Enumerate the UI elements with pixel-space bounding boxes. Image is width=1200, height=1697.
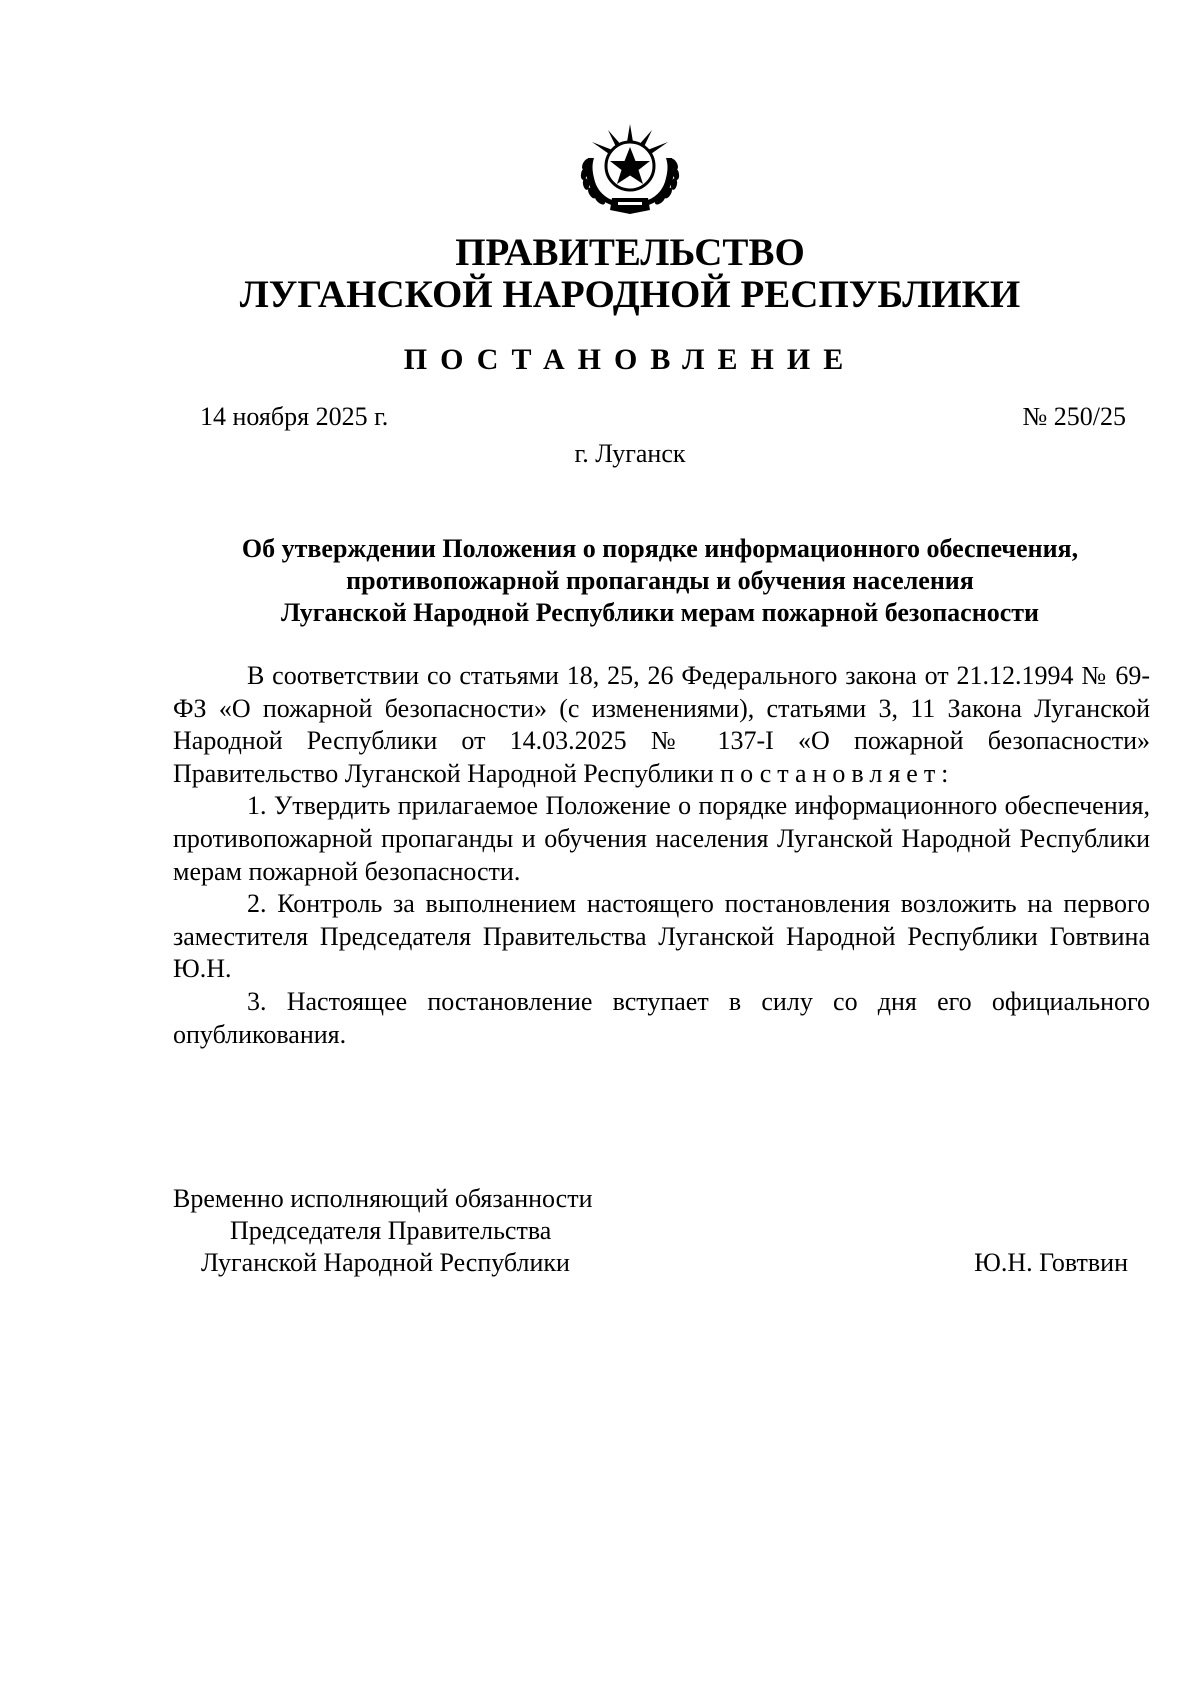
list-item: 2. Контроль за выполнением настоящего постановления возложить на первого заместителя Председателя Правительства Луганской Народной Республики Говтвина Ю.Н. bbox=[173, 889, 1150, 984]
subject-line: противопожарной пропаганды и обучения населения bbox=[346, 566, 974, 595]
signatory-position-line3: Луганской Народной Республики bbox=[201, 1248, 570, 1277]
preamble-paragraph bbox=[173, 660, 1150, 790]
government-name-line1: ПРАВИТЕЛЬСТВО bbox=[455, 231, 805, 274]
document-body bbox=[173, 660, 1150, 1051]
list-item: 1. Утвердить прилагаемое Положение о порядке информационного обеспечения, противопожарной пропаганды и обучения населения Луганской Народной Республики мерам пожарной безопасности. bbox=[173, 791, 1150, 886]
document-subject bbox=[170, 533, 1150, 629]
document-number: № 250/25 bbox=[1022, 402, 1126, 431]
document-city: г. Луганск bbox=[574, 439, 686, 468]
signatory-name: Ю.Н. Говтвин bbox=[974, 1248, 1128, 1277]
signatory-position-line2: Председателя Правительства bbox=[230, 1216, 552, 1245]
document-type-title: ПОСТАНОВЛЕНИЕ bbox=[403, 343, 857, 376]
coat-of-arms-icon bbox=[568, 118, 692, 218]
list-item: 3. Настоящее постановление вступает в силу со дня его официального опубликования. bbox=[173, 986, 1150, 1049]
government-name-line2: ЛУГАНСКОЙ НАРОДНОЙ РЕСПУБЛИКИ bbox=[239, 273, 1021, 316]
document-date: 14 ноября 2025 г. bbox=[200, 402, 389, 431]
subject-line: Об утверждении Положения о порядке информационного обеспечения, bbox=[241, 534, 1079, 563]
signatory-position-line1: Временно исполняющий обязанности bbox=[173, 1184, 593, 1213]
resolves-word: постановляет: bbox=[720, 758, 955, 788]
preamble-text: В соответствии со статьями 18, 25, 26 Федерального закона от 21.12.1994 № 69-ФЗ «О пожарной безопасности» (с изменениями), статьями 3, 11 Закона Луганской Народной Республики от 14.03.2025 № 137-I «О пожарной безопасности» Правительство Луганской Народной Республики bbox=[173, 661, 1150, 788]
subject-line: Луганской Народной Республики мерам пожарной безопасности bbox=[281, 598, 1039, 627]
